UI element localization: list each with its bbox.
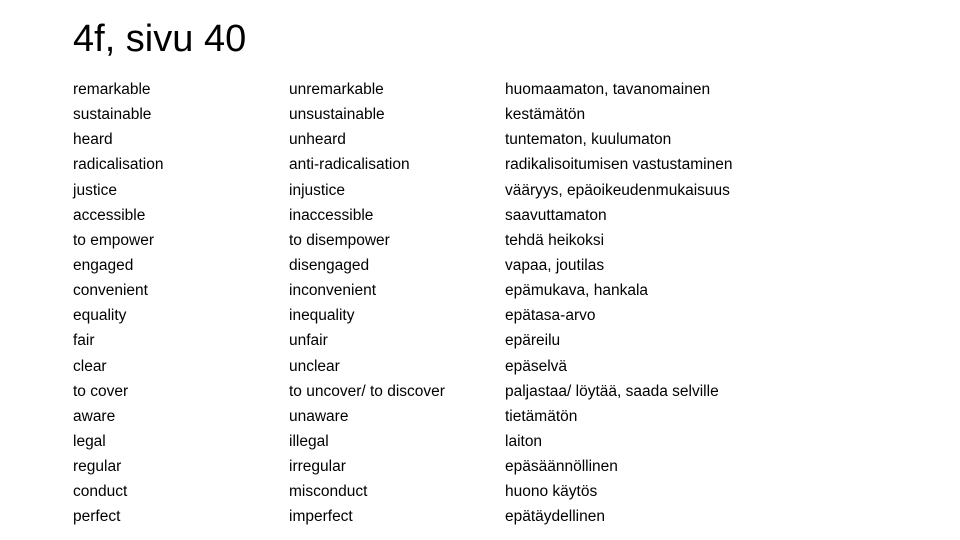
- english-opposite: unfair: [289, 332, 328, 350]
- english-word: remarkable: [73, 81, 151, 98]
- english-opposite: injustice: [289, 181, 345, 199]
- finnish-translation: paljastaa/ löytää, saada selville: [505, 382, 719, 400]
- english-opposite: unremarkable: [289, 81, 384, 98]
- english-opposite: imperfect: [289, 508, 353, 526]
- english-opposite: unsustainable: [289, 106, 385, 124]
- slide-title: 4f, sivu 40: [73, 18, 247, 60]
- finnish-translation: kestämätön: [505, 106, 586, 124]
- finnish-translation: epämukava, hankala: [505, 282, 649, 300]
- english-word: aware: [73, 407, 116, 425]
- english-word: accessible: [73, 206, 146, 224]
- english-opposite: disengaged: [289, 256, 370, 274]
- english-word: to cover: [73, 382, 129, 400]
- english-word: engaged: [73, 256, 134, 274]
- english-word: sustainable: [73, 106, 152, 124]
- finnish-translation: tehdä heikoksi: [505, 231, 605, 249]
- finnish-translation: epätasa-arvo: [505, 307, 596, 325]
- english-word: convenient: [73, 282, 148, 300]
- finnish-translation: huomaamaton, tavanomainen: [505, 81, 711, 98]
- english-opposite: inaccessible: [289, 206, 374, 224]
- finnish-translation: tuntematon, kuulumaton: [505, 131, 672, 149]
- english-opposite: unclear: [289, 357, 340, 375]
- finnish-translation: epätäydellinen: [505, 508, 605, 526]
- english-word: equality: [73, 307, 127, 325]
- english-opposite: inconvenient: [289, 282, 377, 300]
- english-opposite: unheard: [289, 131, 346, 149]
- english-word: regular: [73, 458, 122, 476]
- finnish-translation: radikalisoitumisen vastustaminen: [505, 156, 733, 174]
- finnish-translation: epäsäännöllinen: [505, 458, 618, 476]
- english-opposite: illegal: [289, 432, 329, 450]
- finnish-translation: epäreilu: [505, 332, 561, 350]
- finnish-translation: tietämätön: [505, 407, 578, 425]
- english-word: legal: [73, 432, 106, 450]
- english-word: clear: [73, 357, 107, 375]
- finnish-translation: laiton: [505, 432, 543, 450]
- english-opposite: to uncover/ to discover: [289, 382, 445, 400]
- english-word: to empower: [73, 231, 154, 249]
- english-word: conduct: [73, 483, 128, 501]
- english-word: justice: [73, 181, 117, 199]
- finnish-translation: epäselvä: [505, 357, 568, 375]
- finnish-translation: vapaa, joutilas: [505, 256, 605, 274]
- english-opposite: to disempower: [289, 231, 390, 249]
- english-word: heard: [73, 131, 113, 149]
- english-opposite: inequality: [289, 307, 355, 325]
- vocabulary-table: [73, 77, 805, 530]
- english-word: fair: [73, 332, 95, 350]
- english-opposite: anti-radicalisation: [289, 156, 410, 174]
- finnish-translation: vääryys, epäoikeudenmukaisuus: [505, 181, 730, 199]
- english-opposite: misconduct: [289, 483, 368, 501]
- finnish-translation: huono käytös: [505, 483, 598, 501]
- english-opposite: unaware: [289, 407, 349, 425]
- english-word: radicalisation: [73, 156, 164, 174]
- english-opposite: irregular: [289, 458, 346, 476]
- english-word: perfect: [73, 508, 121, 526]
- finnish-translation: saavuttamaton: [505, 206, 607, 224]
